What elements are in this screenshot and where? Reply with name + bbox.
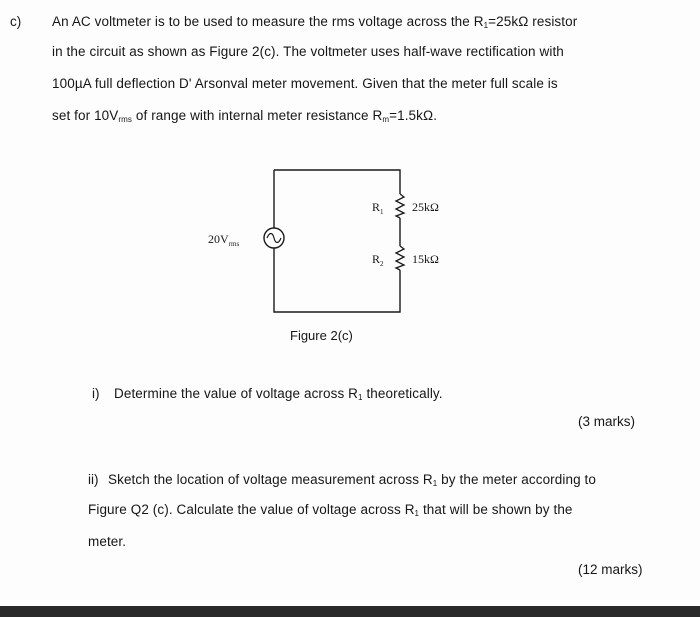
resistor-r1 <box>396 194 404 218</box>
intro-line-1-subscript: 1 <box>483 21 489 30</box>
r2-label: $R_2$ <box>372 252 384 268</box>
part-i-subscript: 1 <box>358 393 363 402</box>
part-ii-line-2 <box>88 502 573 518</box>
part-ii-line-1-tail: by the meter according to <box>437 472 597 487</box>
r1-value: 25kΩ <box>412 200 439 214</box>
part-i-label: i) <box>92 386 100 401</box>
part-ii-line-3: meter. <box>88 534 127 549</box>
intro-line-1-text: An AC voltmeter is to be used to measure the rms voltage across the R <box>52 14 484 29</box>
intro-line-4-subscript: rms <box>118 115 133 124</box>
figure-caption: Figure 2(c) <box>290 328 353 343</box>
intro-line-4-text: set for 10V <box>52 108 119 123</box>
intro-line-1 <box>52 14 577 30</box>
part-ii-line-2-tail: that will be shown by the <box>419 502 573 517</box>
r2-value: 15kΩ <box>412 252 439 266</box>
part-i-tail: theoretically. <box>362 386 443 401</box>
circuit-diagram <box>200 160 460 350</box>
r1-label: $R_1$ <box>372 200 384 216</box>
intro-line-4-end: =1.5kΩ. <box>389 108 438 123</box>
part-ii-label: ii) <box>88 472 99 487</box>
source-label: $20V_{rms}$ <box>208 232 240 248</box>
intro-line-4 <box>52 108 437 124</box>
part-ii-line-1 <box>108 472 596 488</box>
part-ii-marks: (12 marks) <box>578 562 643 577</box>
part-i-text <box>114 386 443 402</box>
part-ii-line-1-subscript: 1 <box>432 479 438 488</box>
question-label: c) <box>10 14 22 29</box>
part-ii-line-1-body: Sketch the location of voltage measurement across R <box>108 472 433 487</box>
part-i-marks: (3 marks) <box>578 414 635 429</box>
intro-line-3: 100µA full deflection D' Arsonval meter movement. Given that the meter full scale is <box>52 76 558 91</box>
part-ii-line-2-body: Figure Q2 (c). Calculate the value of voltage across R <box>88 502 415 517</box>
part-i-body: Determine the value of voltage across R <box>114 386 359 401</box>
resistor-r2 <box>396 246 404 270</box>
top-wire <box>274 170 400 194</box>
intro-line-4-mid: of range with internal meter resistance R <box>132 108 383 123</box>
intro-line-1-tail: =25kΩ resistor <box>488 14 578 29</box>
intro-line-4-subscript-2: m <box>382 115 390 124</box>
bottom-wire <box>274 248 400 312</box>
part-ii-line-2-subscript: 1 <box>414 509 420 518</box>
intro-line-2: in the circuit as shown as Figure 2(c). The voltmeter uses half-wave rectification with <box>52 44 564 59</box>
bottom-border <box>0 606 700 617</box>
